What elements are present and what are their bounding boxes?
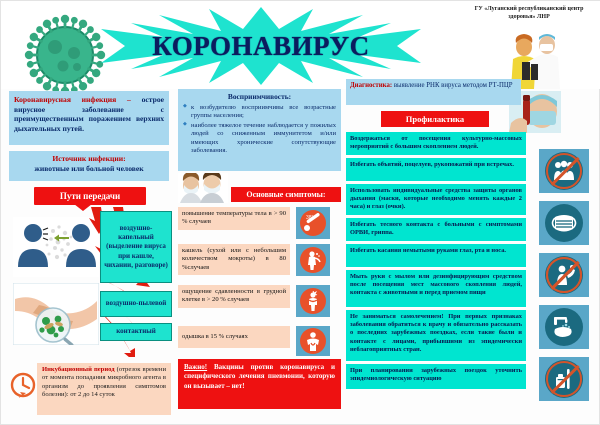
prophylaxis-header-bar: Профилактика [381, 111, 489, 127]
incubation-lead: Инкубационный период [42, 366, 115, 373]
incubation-box [37, 363, 171, 415]
prophylaxis-item: Использовать индивидуальные средства защиты органов дыхания (маски, которые необходимо менять каждые 2 часа) и глаз (очки). [346, 184, 526, 216]
face-mask-icon [539, 201, 589, 245]
symptom-text: повышение температуры тела в > 90 % случаев [178, 207, 290, 230]
page-title: КОРОНАВИРУС [152, 30, 370, 61]
definition-box [9, 91, 169, 145]
definition-body: острое вирусное заболевание с преимущественным поражением верхних дыхательных путей. [14, 95, 164, 134]
thermometer-icon [296, 207, 330, 239]
title-starburst [101, 7, 421, 85]
shortness-of-breath-icon [296, 326, 330, 356]
diagnostics-title: Диагностика: [350, 82, 393, 89]
symptom-text: кашель (сухой или с небольшим количеством мокроты) в 80 %случаев [178, 244, 290, 275]
source-title: Источник инфекции: [52, 154, 126, 163]
diagnostics-body: выявление РНК вируса методом РТ-ПЦР [392, 82, 513, 89]
diagnostics-box [346, 79, 521, 105]
chest-pain-icon [296, 285, 330, 317]
prophylaxis-item: Не заниматься самолечением! При первых признаках заболевания обратиться к врачу и обязательно рассказать о последних зарубежных поездках, если такие были и контакте с лицами, прибывшими из эпидемически неблагоприятных стран. [346, 310, 526, 362]
susceptibility-item: ◆ к возбудителю восприимчивы все возрастные группы населения; [183, 104, 336, 121]
header-band [1, 1, 600, 89]
susceptibility-box [178, 89, 341, 171]
susceptibility-list [183, 104, 336, 156]
symptoms-header-bar: Основные симптомы: [231, 187, 341, 202]
route-item-contact: контактный [100, 323, 172, 341]
prohibition-slash-icon [546, 257, 582, 293]
no-crowds-icon [539, 149, 589, 193]
source-body: животные или больной человек [34, 163, 144, 173]
source-box [9, 151, 169, 181]
route-item-airborne-dust: воздушно-пылевой [100, 291, 172, 317]
important-text: Вакцины против коронавируса и специфического лечения пневмонии, которую он вызывает – нет! [184, 363, 335, 390]
routes-header-bar: Пути передачи [34, 187, 146, 205]
coronavirus-particle-icon [19, 9, 111, 101]
incubation-body: (отрезок времени от момента попадания микробного агента в организм до проявления симптомов болезни): от 2 до 14 суток [42, 366, 166, 399]
prophylaxis-item: При планировании зарубежных поездок уточнить эпидемиологическую ситуацию [346, 364, 526, 390]
photo-people-wearing-masks [178, 173, 228, 203]
susceptibility-title: Восприимчивость: [227, 92, 292, 101]
no-travel-icon [539, 357, 589, 401]
important-prefix: Важно! [184, 363, 208, 371]
symptom-text: одышка в 15 % случаях [178, 326, 290, 348]
prophylaxis-item: Воздержаться от посещения культурно-массовых мероприятий с большим скоплением людей. [346, 132, 526, 156]
prophylaxis-item: Мыть руки с мылом или дезинфицирующим средством после посещения мест массового скопления людей, контакта с животными и перед приемом пищи [346, 270, 526, 308]
prohibition-slash-icon [546, 361, 582, 397]
no-touching-face-icon [539, 253, 589, 297]
coughing-person-icon [296, 244, 330, 276]
definition-lead: Коронавирусная инфекция – [14, 95, 131, 104]
prohibition-slash-icon [546, 153, 582, 189]
prophylaxis-item: Избегать касания немытыми руками глаз, рта и носа. [346, 244, 526, 268]
clock-icon [9, 371, 37, 399]
organization-credit: ГУ «Луганский республиканский центр здоровья» ЛНР [474, 6, 584, 21]
route-item-airborne-droplet: воздушно-капельный (выделение вируса при кашле, чихании, разговоре) [100, 211, 172, 283]
important-warning-box [178, 359, 341, 409]
prophylaxis-item: Избегать тесного контакта с больными с симптомами ОРВИ, гриппа. [346, 218, 526, 242]
symptom-text: ощущение сдавленности в грудной клетке в > 20 % случаев [178, 285, 290, 308]
wash-hands-icon [539, 305, 589, 349]
prophylaxis-item: Избегать объятий, поцелуев, рукопожатий при встречах. [346, 158, 526, 182]
svg-text:38°: 38° [306, 215, 314, 221]
susceptibility-item: ◆ наиболее тяжелое течение наблюдается у пожилых людей со сниженным иммунитетом и/или имеющих хронические сопутствующие заболевания. [183, 122, 336, 156]
